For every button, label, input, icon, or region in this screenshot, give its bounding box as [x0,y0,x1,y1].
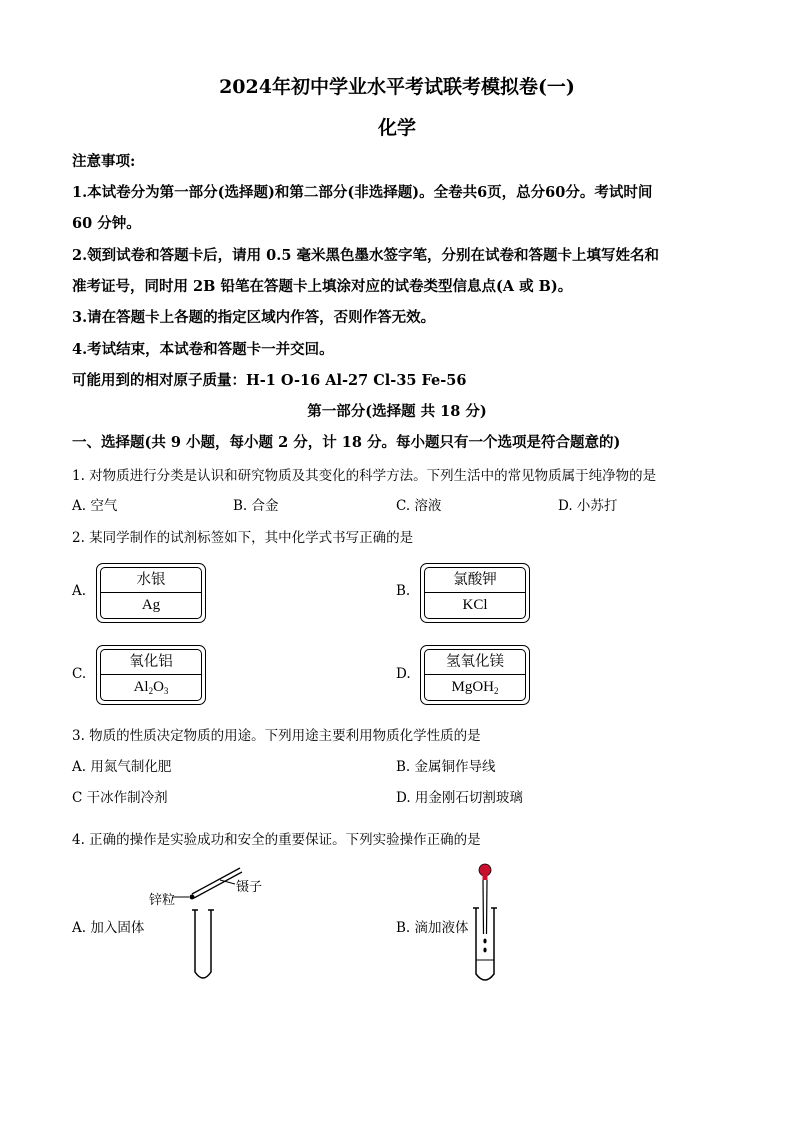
q2-option-c-letter: C. [72,666,87,682]
q4-stem: 4. 正确的操作是实验成功和安全的重要保证。下列实验操作正确的是 [72,832,481,848]
q4-figure-b [466,858,506,990]
note-1-line1: 1.本试卷分为第一部分(选择题)和第二部分(非选择题)。全卷共6页，总分60分。考试时间 [72,184,653,201]
q2-label-a-name: 水银 [101,568,201,593]
q2-label-a [96,563,206,623]
q2-option-b-letter: B. [396,583,411,599]
q3-stem: 3. 物质的性质决定物质的用途。下列用途主要利用物质化学性质的是 [72,728,481,744]
dropper-bulb-neck [483,874,488,880]
note-2-line1: 2.领到试卷和答题卡后，请用 0.5 毫米黑色墨水签字笔，分别在试卷和答题卡上填写姓名和 [72,247,659,264]
q4-label-tweezers: 镊子 [236,880,263,895]
tweezers-arm-1 [192,868,240,894]
q1-option-d: D. 小苏打 [558,498,618,514]
drop-1 [483,939,486,944]
note-1-line2: 60 分钟。 [72,215,141,232]
q2-label-d [420,645,530,705]
q4-label-zinc: 锌粒 [149,893,176,908]
zinc-granule [190,895,195,900]
tweezers-arm-2 [194,872,242,898]
q1-option-a: A. 空气 [72,498,118,514]
q3-option-b: B. 金属铜作导线 [396,759,496,775]
notes-heading: 注意事项: [72,153,136,170]
section-heading: 一、选择题(共 9 小题，每小题 2 分，计 18 分。每小题只有一个选项是符合题意的) [72,434,621,451]
q2-label-c-name: 氧化铝 [101,650,201,675]
q2-label-c [96,645,206,705]
q2-label-b-name: 氯酸钾 [425,568,525,593]
q2-label-b [420,563,530,623]
exam-title: 2024年初中学业水平考试联考模拟卷(一) [219,76,575,98]
drop-2 [483,948,486,953]
q3-option-d: D. 用金刚石切割玻璃 [396,790,523,806]
part1-heading: 第一部分(选择题 共 18 分) [307,403,487,420]
q3-option-a: A. 用氮气制化肥 [72,759,172,775]
q2-stem: 2. 某同学制作的试剂标签如下，其中化学式书写正确的是 [72,530,414,546]
q2-option-a-letter: A. [72,583,87,599]
test-tube-b [476,908,494,980]
note-2-line2: 准考证号，同时用 2B 铅笔在答题卡上填涂对应的试卷类型信息点(A 或 B)。 [72,278,573,295]
q2-label-d-formula: MgOH$_2$ [451,679,499,696]
q4-option-b: B. 滴加液体 [396,920,469,936]
note-3: 3.请在答题卡上各题的指定区域内作答，否则作答无效。 [72,309,436,326]
atomic-mass-line: 可能用到的相对原子质量：H-1 O-16 Al-27 Cl-35 Fe-56 [72,372,467,389]
q1-option-c: C. 溶液 [396,498,442,514]
q4-option-a: A. 加入固体 [72,920,145,936]
q1-option-b: B. 合金 [233,498,279,514]
q2-label-c-formula: $Al_2O_3$ [133,679,169,696]
test-tube-a [195,910,211,978]
dropper-tube-left [483,880,484,934]
q2-label-d-name: 氢氧化镁 [425,650,525,675]
q2-option-d-letter: D. [396,666,411,682]
q3-option-c: C 干冰作制冷剂 [72,790,168,806]
dropper-tube-right [487,880,488,934]
subject-title: 化学 [377,117,416,139]
q2-label-b-formula: KCl [462,597,488,613]
q1-stem: 1. 对物质进行分类是认识和研究物质及其变化的科学方法。下列生活中的常见物质属于纯净物的是 [72,468,657,484]
q2-label-a-formula: Ag [141,597,161,613]
note-4: 4.考试结束，本试卷和答题卡一并交回。 [72,341,334,358]
